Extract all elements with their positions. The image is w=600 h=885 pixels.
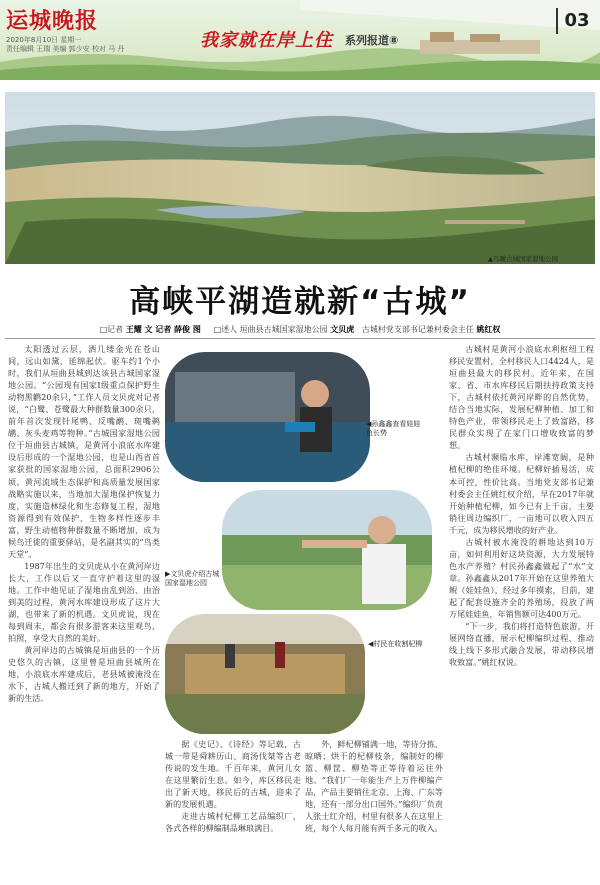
paragraph: 古城村是黄河小浪底水利枢纽工程移民安置村，全村移民人口4424人，是垣曲县最大的移民村。近年来，在国家、省、市水库移民后期扶持政策支持下，古城村依托黄河岸畔的自然优势，结合当地实际，发展杞柳种植、加工和特色产业，带领移民走上了致富路，移民群众实现了在家门口增收致富的梦想。	[449, 344, 594, 451]
paragraph: 1987年出生的文贝虎从小在黄河岸边长大，工作以后又一直守护着这里的湿地。工作中他见证了湿地由乱到治、由治到美的过程，黄河水库建设形成了这片大湖，也带来了新的机遇。文贝虎说，现在每到周末，都会有很多游客来这里观鸟、拍照，享受大自然的美好。	[8, 560, 160, 644]
paragraph: 黄河岸边的古城镇是垣曲县的一个历史悠久的古镇，这里曾是垣曲县城所在地，小浪底水库建成后，老县城被淹没在水下，古城人搬迁到了新的地方，开始了新的生活。	[8, 645, 160, 704]
photo-park-guide	[222, 490, 432, 610]
masthead-editors: 责任编辑 王瑞 美编 郭少安 校对 马 丹	[6, 45, 125, 53]
paragraph: 古城村被水淹没的耕地达到10万亩，如何利用好这块资源，大力发展特色水产养殖？村民孙鑫鑫做起了“水”文章。孙鑫鑫从2017年开始在这里养殖大鲵（娃娃鱼），经过多年摸索，目前，建起了配套设施齐全的养殖场，投放了两万尾娃娃鱼，年销售额可达400万元。	[449, 536, 594, 620]
narrator1: 文贝虎	[330, 325, 355, 334]
photo-willow-harvest	[165, 614, 365, 734]
main-photo-caption: ▲鸟瞰古城国家湿地公园	[488, 255, 558, 263]
narrator2: 姚红权	[476, 325, 501, 334]
article-column-1	[8, 343, 160, 881]
photo-caption-fish: ◀孙鑫鑫查看娃娃鱼长势	[366, 420, 421, 437]
aerial-wetland-photo	[5, 92, 595, 264]
paragraph: 走进古城村杞柳工艺品编织厂，各式各样的柳编制品琳琅满目。	[165, 811, 301, 834]
divider	[5, 338, 595, 339]
paragraph: 外，鲜杞柳铺满一地，等待分拣、晾晒；烘干的杞柳枝条，编制好的柳篮、柳筐、柳垫等正等待着运往外地。“我们厂一年能生产上万件柳编产品，产品主要销往北京、上海、广东等地，还有一部分出口国外。”编织厂负责人张士红介绍，村里有很多人在这里上班，每个人每月能有两千多元的收入。	[305, 739, 443, 834]
paragraph: 太阳透过云层，洒几缕金光在苍山间，远山如黛，延绵起伏。驱车约1个小时，我们从垣曲县城到达该县古城国家湿地公园。“公园现有国家Ⅰ级重点保护野生动物黑鹳20余只，”工作人员文贝虎对记者说，“白鹭、苍鹭最大种群数量300余只，前年首次发现针尾鸭、反嘴鹬、斑嘴鹈鹕、灰头麦鸡等物种。”古城国家湿地公园位于垣曲县古城镇，是黄河小浪底水库建设后形成的一个湿地公园，也是山西省首家获批的国家湿地公园，总面积2906公顷。黄河流域生态保护和高质量发展国家战略实施以来，当地加大湿地保护恢复力度，实施造林绿化和生态修复工程，湿地资源得到有效保护，生物多样性逐步丰富，野生动植物种群数量不断增加，成为候鸟迁徙的重要驿站，是名副其实的“鸟类天堂”。	[8, 344, 160, 559]
article-column-4	[449, 343, 594, 881]
paragraph: “下一步，我们将打造特色旅游，开展网络直播，展示杞柳编织过程，推动线上线下多形式融合发展，带动移民增收致富。”姚红权说。	[449, 621, 594, 668]
series-title: 我家就在岸上住	[200, 30, 333, 51]
article-byline	[0, 324, 600, 335]
photo-fish-farm	[165, 352, 370, 482]
paragraph: 据《史记》、《诗经》等记载，古城一带是舜耕历山、商汤伐桀等古老传说的发生地。千百年来，黄河儿女在这里繁衍生息。如今，库区移民走出了新天地，移民后的古城，迎来了新的发展机遇。	[165, 739, 301, 810]
narrator-label: □述人	[213, 325, 238, 334]
photo-caption-guide: ▶文贝虎介绍古城国家湿地公园	[165, 570, 220, 587]
photo-caption-willow: ◀村民在收割杞柳	[368, 640, 423, 648]
masthead-info	[6, 36, 156, 54]
article-column-2	[165, 738, 301, 881]
page-header	[0, 0, 600, 80]
reporters: 王耀 文 记者 薛俊 图	[125, 325, 201, 334]
page-number: 03	[556, 8, 596, 34]
narrator1-org: 垣曲县古城国家湿地公园	[239, 325, 328, 334]
paragraph: 古城村濒临水库，岸滩宽阔，是种植杞柳的绝佳环境。杞柳好插易活，成本可控，性价比高。当地党支部书记兼村委会主任姚红权介绍，早在2017年就开始种植杞柳，如今已有上千亩，主要销往周边编织厂，一亩地可以收入四五千元，成为移民增收的好产业。	[449, 452, 594, 535]
article-headline: 高峡平湖造就新“古城”	[129, 284, 471, 320]
series-subtitle: 系列报道⑧	[345, 34, 399, 47]
article-column-3	[305, 738, 443, 881]
reporter-label: □记者	[99, 325, 124, 334]
masthead-title: 运城晚报	[6, 8, 99, 34]
narrator2-org: 古城村党支部书记兼村委会主任	[361, 325, 474, 334]
masthead-date: 2020年8月10日 星期一	[6, 36, 82, 44]
